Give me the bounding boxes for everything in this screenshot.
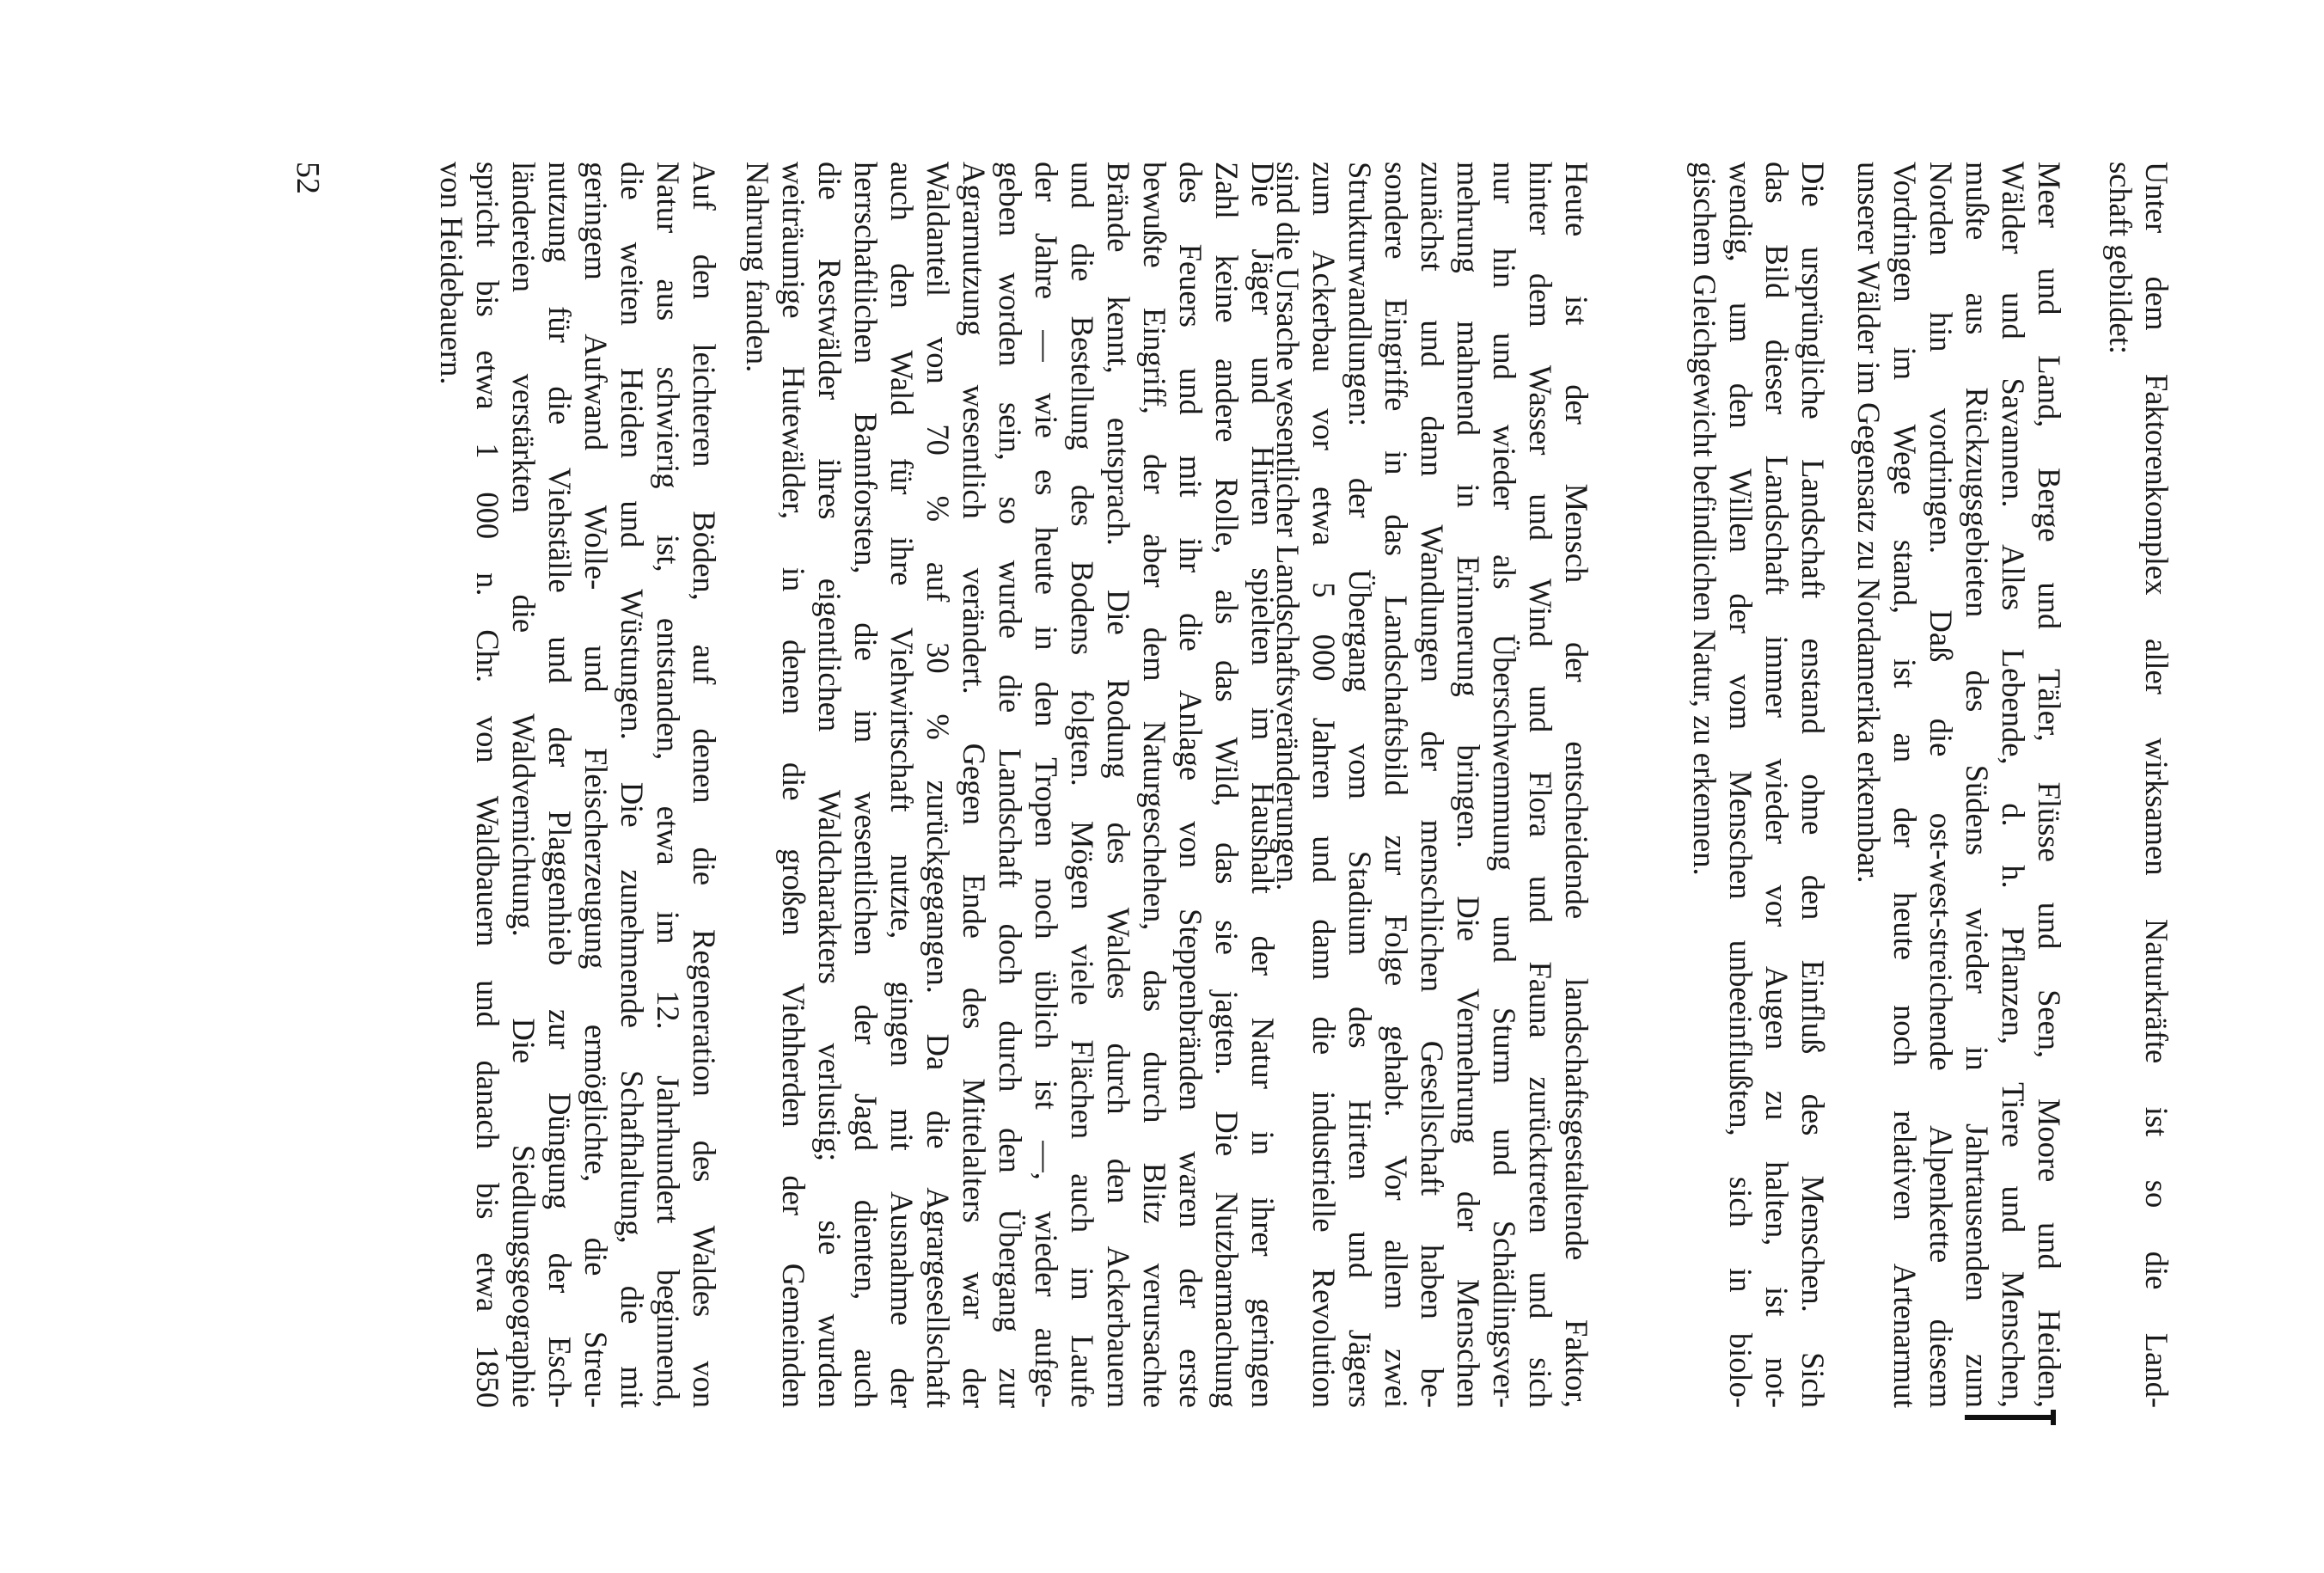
text-line: zunächst und dann Wandlungen der menschlichen Gesellschaft haben be- [1415,162,1450,1408]
text-line: Brände kennt, entsprach. Die Rodung des Waldes durch den Ackerbauern [1101,162,1136,1408]
text-line: des Feuers und mit ihr die Anlage von Steppenbränden waren der erste [1173,162,1208,1408]
rotated-text-sheet [232,162,2174,1417]
text-line: weiträumige Hutewälder, in denen die großen Viehherden der Gemeinden [776,162,811,1408]
text-line: Nahrung fanden. [740,162,775,373]
text-line: wendig, um den Willen der vom Menschen unbeeinflußten, sich in biolo- [1723,162,1758,1408]
text-line: Zahl keine andere Rolle, als das Wild, das sie jagten. Die Nutzbarmachung [1209,162,1245,1408]
text-line: Norden hin vordringen. Daß die ost-west-streichende Alpenkette diesem [1923,162,1959,1408]
text-line: hinter dem Wasser und Wind und Flora und Fauna zurücktreten und sich [1523,162,1558,1408]
text-line: Vordringen im Wege stand, ist an der heute noch relativen Artenarmut [1887,162,1923,1408]
text-line: geben worden sein, so wurde die Landschaft doch durch den Übergang zur [993,162,1028,1408]
paragraph-5 [739,162,1281,1408]
text-line: bewußte Eingriff, der aber dem Naturgeschehen, das durch Blitz verursachte [1137,162,1172,1408]
text-line: Natur aus schwierig ist, entstanden, etwa im 12. Jahrhundert beginnend, [651,162,686,1408]
text-line: und die Bestellung des Bodens folgten. Mögen viele Flächen auch im Laufe [1065,162,1100,1408]
text-line: von Heidebauern. [434,162,469,385]
text-line: Unter dem Faktorenkomplex aller wirksamen Naturkräfte ist so die Land- [2139,162,2174,1408]
text-line: Strukturwandlungen: der Übergang vom Stadium des Hirten und Jägers [1342,162,1378,1408]
text-line: der Jahre — wie es heute in den Tropen noch üblich ist —, wieder aufge- [1029,162,1064,1408]
margin-mark [1965,1415,2056,1420]
paragraph-3 [1686,162,1831,1408]
text-line: Meer und Land, Berge und Täler, Flüsse und Seen, Moore und Heiden, [2032,162,2067,1408]
text-line: Wälder und Savannen. Alles Lebende, d. h. Pflanzen, Tiere und Menschen, [1996,162,2031,1408]
text-line: auch den Wald für ihre Viehwirtschaft nutzte, gingen mit Ausnahme der [884,162,920,1408]
text-line: geringem Aufwand Wolle- und Fleischerzeugung ermöglichte, die Streu- [578,162,614,1408]
margin-mark-tip [2051,1410,2056,1425]
paragraph-2 [1850,162,2067,1408]
text-line: unserer Wälder im Gegensatz zu Nordamerika erkennbar. [1851,162,1887,884]
text-line: mußte aus Rückzugsgebieten des Südens wieder in Jahrtausenden zum [1960,162,1995,1408]
text-line: gischem Gleichgewicht befindlichen Natur, zu erkennen. [1687,162,1722,876]
text-line: spricht bis etwa 1 000 n. Chr. von Waldbauern und danach bis etwa 1850 [470,162,505,1408]
text-line: sondere Eingriffe in das Landschaftsbild zur Folge gehabt. Vor allem zwei [1379,162,1414,1408]
text-line: die Restwälder ihres eigentlichen Waldcharakters verlustig; sie wurden [812,162,847,1408]
text-line: ländereien verstärkten die Waldvernichtung. Die Siedlungsgeographie [506,162,541,1408]
paragraph-6 [433,162,722,1408]
paragraph-4 [1269,162,1594,1408]
text-line: Waldanteil von 70 % auf 30 % zurückgegangen. Da die Agrargesellschaft [920,162,956,1408]
text-line: zum Ackerbau vor etwa 5 000 Jahren und dann die industrielle Revolution [1306,162,1342,1408]
text-line: nutzung für die Viehställe und der Plaggenhieb zur Düngung der Esch- [542,162,578,1408]
text-line: Agrarnutzung wesentlich verändert. Gegen Ende des Mittelalters war der [957,162,992,1408]
text-line: Auf den leichteren Böden, auf denen die Regeneration des Waldes von [687,162,722,1408]
text-line: das Bild dieser Landschaft immer wieder vor Augen zu halten, ist not- [1759,162,1795,1408]
text-line: Heute ist der Mensch der entscheidende landschaftsgestaltende Faktor, [1559,162,1594,1408]
text-line: nur hin und wieder als Überschwemmung und Sturm und Schädlingsver- [1487,162,1522,1408]
text-line: die weiten Heiden und Wüstungen. Die zunehmende Schafhaltung, die mit [615,162,650,1408]
text-line: sind die Ursache wesentlicher Landschaftsveränderungen. [1270,162,1306,891]
text-line: mehrung mahnend in Erinnerung bringen. Die Vermehrung der Menschen [1451,162,1486,1408]
text-line: Die Jäger und Hirten spielten im Haushalt der Natur in ihrer geringen [1245,162,1281,1408]
text-line: schaft gebildet: [2103,162,2138,354]
text-line: herrschaftlichen Bannforsten, die im wesentlichen der Jagd dienten, auch [848,162,884,1408]
paragraph-1 [2102,162,2174,1408]
text-line: Die ursprüngliche Landschaft enstand ohne den Einfluß des Menschen. Sich [1795,162,1831,1408]
page-number: 52 [290,162,326,194]
